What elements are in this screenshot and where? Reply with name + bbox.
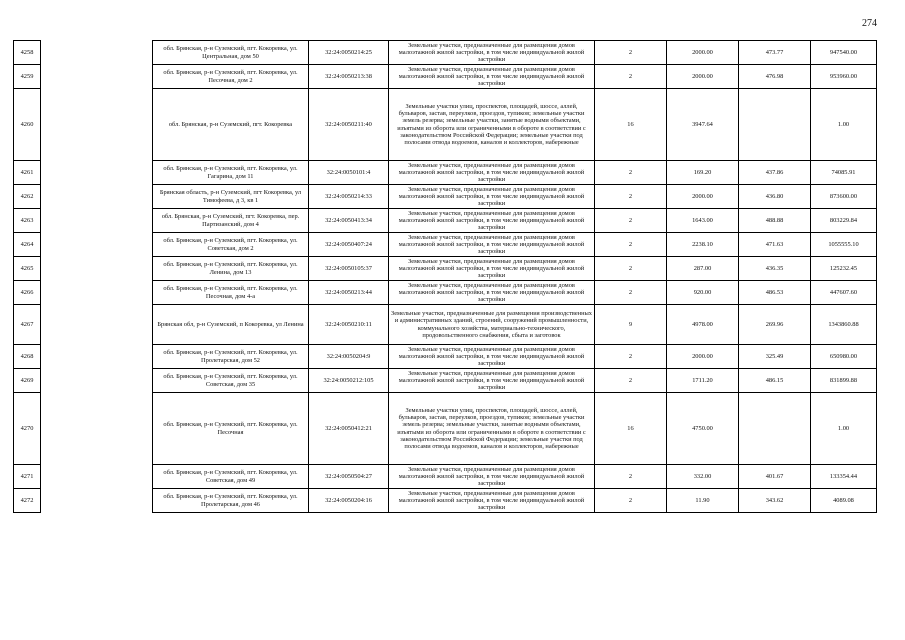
address-cell: обл. Брянская, р-н Суземский, пгт. Кокоревка, ул. Песочная, дом 4-а [153, 281, 309, 305]
use-group-cell: 2 [595, 185, 667, 209]
row-number: 4260 [14, 89, 41, 161]
land-use-cell: Земельные участки, предназначенные для размещения домов малоэтажной жилой застройки, в том числе индивидуальной жилой застройки [389, 233, 595, 257]
use-group-cell: 16 [595, 393, 667, 465]
cadastral-number-cell: 32:24:0050101:4 [309, 161, 389, 185]
cadastral-number-cell: 32:24:0050214:25 [309, 41, 389, 65]
cadastral-number-cell: 32:24:0050504:27 [309, 465, 389, 489]
address-cell: обл. Брянская, р-н Суземский, пгт. Кокоревка, ул. Ленина, дом 13 [153, 257, 309, 281]
cadastral-number-cell: 32:24:0050211:40 [309, 89, 389, 161]
cadastral-value-cell: 873600.00 [811, 185, 877, 209]
cadastral-number-cell: 32:24:0050213:38 [309, 65, 389, 89]
page-number: 274 [862, 18, 877, 29]
address-cell: обл. Брянская, р-н Суземский, пгт. Кокоревка [153, 89, 309, 161]
land-use-cell: Земельные участки, предназначенные для размещения домов малоэтажной жилой застройки, в том числе индивидуальной жилой застройки [389, 257, 595, 281]
use-group-cell: 2 [595, 465, 667, 489]
land-use-cell: Земельные участки, предназначенные для размещения домов малоэтажной жилой застройки, в том числе индивидуальной жилой застройки [389, 345, 595, 369]
cadastral-number-cell: 32:24:0050407:24 [309, 233, 389, 257]
empty-column-cell [41, 41, 153, 65]
table-row [14, 209, 877, 233]
empty-column-cell [41, 305, 153, 345]
cadastral-value-cell: 1.00 [811, 89, 877, 161]
specific-value-cell: 486.53 [739, 281, 811, 305]
use-group-cell: 2 [595, 345, 667, 369]
specific-value-cell [739, 393, 811, 465]
use-group-cell: 2 [595, 65, 667, 89]
empty-column-cell [41, 161, 153, 185]
empty-column-cell [41, 369, 153, 393]
cadastral-value-cell: 831899.88 [811, 369, 877, 393]
use-group-cell: 2 [595, 161, 667, 185]
use-group-cell: 2 [595, 209, 667, 233]
address-cell: обл. Брянская, р-н Суземский, пгт. Кокоревка, ул. Пролетарская, дом 52 [153, 345, 309, 369]
use-group-cell: 2 [595, 41, 667, 65]
cadastral-value-cell: 1343860.88 [811, 305, 877, 345]
empty-column-cell [41, 345, 153, 369]
cadastral-number-cell: 32:24:0050204:16 [309, 489, 389, 513]
cadastral-number-cell: 32:24:0050413:34 [309, 209, 389, 233]
specific-value-cell [739, 89, 811, 161]
address-cell: обл. Брянская, р-н Суземский, пгт. Кокоревка, ул. Песочная, дом 2 [153, 65, 309, 89]
area-cell: 11.90 [667, 489, 739, 513]
cadastral-value-cell: 803229.84 [811, 209, 877, 233]
row-number: 4270 [14, 393, 41, 465]
table-row [14, 41, 877, 65]
empty-column-cell [41, 209, 153, 233]
cadastral-value-table [13, 40, 877, 513]
cadastral-value-cell: 4089.08 [811, 489, 877, 513]
specific-value-cell: 437.86 [739, 161, 811, 185]
table-row [14, 305, 877, 345]
table-row [14, 161, 877, 185]
cadastral-number-cell: 32:24:0050214:33 [309, 185, 389, 209]
area-cell: 2000.00 [667, 65, 739, 89]
specific-value-cell: 325.49 [739, 345, 811, 369]
specific-value-cell: 436.80 [739, 185, 811, 209]
row-number: 4272 [14, 489, 41, 513]
cadastral-number-cell: 32:24:0050412:21 [309, 393, 389, 465]
empty-column-cell [41, 281, 153, 305]
use-group-cell: 2 [595, 369, 667, 393]
table-row [14, 489, 877, 513]
row-number: 4271 [14, 465, 41, 489]
specific-value-cell: 436.35 [739, 257, 811, 281]
cadastral-value-cell: 1055555.10 [811, 233, 877, 257]
row-number: 4268 [14, 345, 41, 369]
cadastral-value-cell: 125232.45 [811, 257, 877, 281]
use-group-cell: 9 [595, 305, 667, 345]
land-use-cell: Земельные участки, предназначенные для размещения домов малоэтажной жилой застройки, в том числе индивидуальной жилой застройки [389, 465, 595, 489]
cadastral-value-cell: 133354.44 [811, 465, 877, 489]
empty-column-cell [41, 185, 153, 209]
land-use-cell: Земельные участки, предназначенные для размещения домов малоэтажной жилой застройки, в том числе индивидуальной жилой застройки [389, 489, 595, 513]
area-cell: 2238.10 [667, 233, 739, 257]
table-row [14, 65, 877, 89]
row-number: 4267 [14, 305, 41, 345]
use-group-cell: 2 [595, 281, 667, 305]
land-use-cell: Земельные участки, предназначенные для размещения домов малоэтажной жилой застройки, в том числе индивидуальной жилой застройки [389, 65, 595, 89]
address-cell: обл. Брянская, р-н Суземский, пгт. Кокоревка, пер. Партизанский, дом 4 [153, 209, 309, 233]
land-use-cell: Земельные участки, предназначенные для размещения производственных и административных зданий, строений, сооружений промышленности, коммунального хозяйства, материально-технического, продовольственного снабжения, сбыта и заготовок [389, 305, 595, 345]
land-use-cell: Земельные участки, предназначенные для размещения домов малоэтажной жилой застройки, в том числе индивидуальной жилой застройки [389, 209, 595, 233]
cadastral-value-cell: 74085.91 [811, 161, 877, 185]
area-cell: 1711.20 [667, 369, 739, 393]
row-number: 4262 [14, 185, 41, 209]
cadastral-number-cell: 32:24:0050213:44 [309, 281, 389, 305]
address-cell: обл. Брянская, р-н Суземский, пгт. Кокоревка, ул. Пролетарская, дом 46 [153, 489, 309, 513]
table-row [14, 369, 877, 393]
row-number: 4261 [14, 161, 41, 185]
area-cell: 4750.00 [667, 393, 739, 465]
row-number: 4263 [14, 209, 41, 233]
empty-column-cell [41, 89, 153, 161]
cadastral-number-cell: 32:24:0050204:9 [309, 345, 389, 369]
row-number: 4258 [14, 41, 41, 65]
address-cell: обл. Брянская, р-н Суземский, пгт. Кокоревка, ул. Центральная, дом 50 [153, 41, 309, 65]
row-number: 4264 [14, 233, 41, 257]
use-group-cell: 2 [595, 233, 667, 257]
table-row [14, 185, 877, 209]
land-use-cell: Земельные участки, предназначенные для размещения домов малоэтажной жилой застройки, в том числе индивидуальной жилой застройки [389, 41, 595, 65]
table-row [14, 89, 877, 161]
empty-column-cell [41, 465, 153, 489]
area-cell: 1643.00 [667, 209, 739, 233]
cadastral-value-cell: 447607.60 [811, 281, 877, 305]
table-row [14, 393, 877, 465]
specific-value-cell: 476.98 [739, 65, 811, 89]
specific-value-cell: 471.63 [739, 233, 811, 257]
address-cell: Брянская обл, р-н Суземский, п Кокоревка, ул Ленина [153, 305, 309, 345]
cadastral-number-cell: 32:24:0050212:105 [309, 369, 389, 393]
area-cell: 169.20 [667, 161, 739, 185]
specific-value-cell: 486.15 [739, 369, 811, 393]
row-number: 4265 [14, 257, 41, 281]
address-cell: Брянская область, р-н Суземский, пгт Кокоревка, ул Тимофеева, д 3, кв 1 [153, 185, 309, 209]
table-row [14, 281, 877, 305]
address-cell: обл. Брянская, р-н Суземский, пгт. Кокоревка, ул. Советская, дом 35 [153, 369, 309, 393]
cadastral-value-cell: 953960.00 [811, 65, 877, 89]
empty-column-cell [41, 257, 153, 281]
area-cell: 3947.64 [667, 89, 739, 161]
land-use-cell: Земельные участки улиц, проспектов, площадей, шоссе, аллей, бульваров, застав, переулков, проездов, тупиков; земельные участки земель резерва; земельные участки, занятые водными объектами, изъятыми из оборота или ограниченными в обороте в соответствии с законодательством Российской Федерации; земельные участки под полосами отвода водоемов, каналов и коллекторов, набережные [389, 89, 595, 161]
table-row [14, 257, 877, 281]
use-group-cell: 16 [595, 89, 667, 161]
area-cell: 4978.00 [667, 305, 739, 345]
empty-column-cell [41, 489, 153, 513]
cadastral-value-cell: 947540.00 [811, 41, 877, 65]
empty-column-cell [41, 65, 153, 89]
specific-value-cell: 473.77 [739, 41, 811, 65]
row-number: 4259 [14, 65, 41, 89]
cadastral-number-cell: 32:24:0050210:11 [309, 305, 389, 345]
land-use-cell: Земельные участки, предназначенные для размещения домов малоэтажной жилой застройки, в том числе индивидуальной жилой застройки [389, 161, 595, 185]
row-number: 4269 [14, 369, 41, 393]
table-row [14, 233, 877, 257]
specific-value-cell: 269.96 [739, 305, 811, 345]
area-cell: 920.00 [667, 281, 739, 305]
use-group-cell: 2 [595, 257, 667, 281]
specific-value-cell: 343.62 [739, 489, 811, 513]
specific-value-cell: 488.88 [739, 209, 811, 233]
row-number: 4266 [14, 281, 41, 305]
area-cell: 287.00 [667, 257, 739, 281]
area-cell: 332.00 [667, 465, 739, 489]
empty-column-cell [41, 393, 153, 465]
address-cell: обл. Брянская, р-н Суземский, пгт. Кокоревка, ул. Советская, дом 49 [153, 465, 309, 489]
table-row [14, 465, 877, 489]
area-cell: 2000.00 [667, 185, 739, 209]
address-cell: обл. Брянская, р-н Суземский, пгт. Кокоревка, ул. Советская, дом 2 [153, 233, 309, 257]
land-use-cell: Земельные участки, предназначенные для размещения домов малоэтажной жилой застройки, в том числе индивидуальной жилой застройки [389, 369, 595, 393]
land-use-cell: Земельные участки, предназначенные для размещения домов малоэтажной жилой застройки, в том числе индивидуальной жилой застройки [389, 185, 595, 209]
area-cell: 2000.00 [667, 345, 739, 369]
use-group-cell: 2 [595, 489, 667, 513]
specific-value-cell: 401.67 [739, 465, 811, 489]
land-use-cell: Земельные участки, предназначенные для размещения домов малоэтажной жилой застройки, в том числе индивидуальной жилой застройки [389, 281, 595, 305]
empty-column-cell [41, 233, 153, 257]
address-cell: обл. Брянская, р-н Суземский, пгт. Кокоревка, ул. Песочная [153, 393, 309, 465]
land-use-cell: Земельные участки улиц, проспектов, площадей, шоссе, аллей, бульваров, застав, переулков, проездов, тупиков; земельные участки земель резерва; земельные участки, занятые водными объектами, изъятыми из оборота или ограниченными в обороте в соответствии с законодательством Российской Федерации; земельные участки под полосами отвода водоемов, каналов и коллекторов, набережные [389, 393, 595, 465]
address-cell: обл. Брянская, р-н Суземский, пгт. Кокоревка, ул. Гагарина, дом 11 [153, 161, 309, 185]
table-row [14, 345, 877, 369]
cadastral-value-cell: 650980.00 [811, 345, 877, 369]
area-cell: 2000.00 [667, 41, 739, 65]
cadastral-value-cell: 1.00 [811, 393, 877, 465]
cadastral-number-cell: 32:24:0050105:37 [309, 257, 389, 281]
